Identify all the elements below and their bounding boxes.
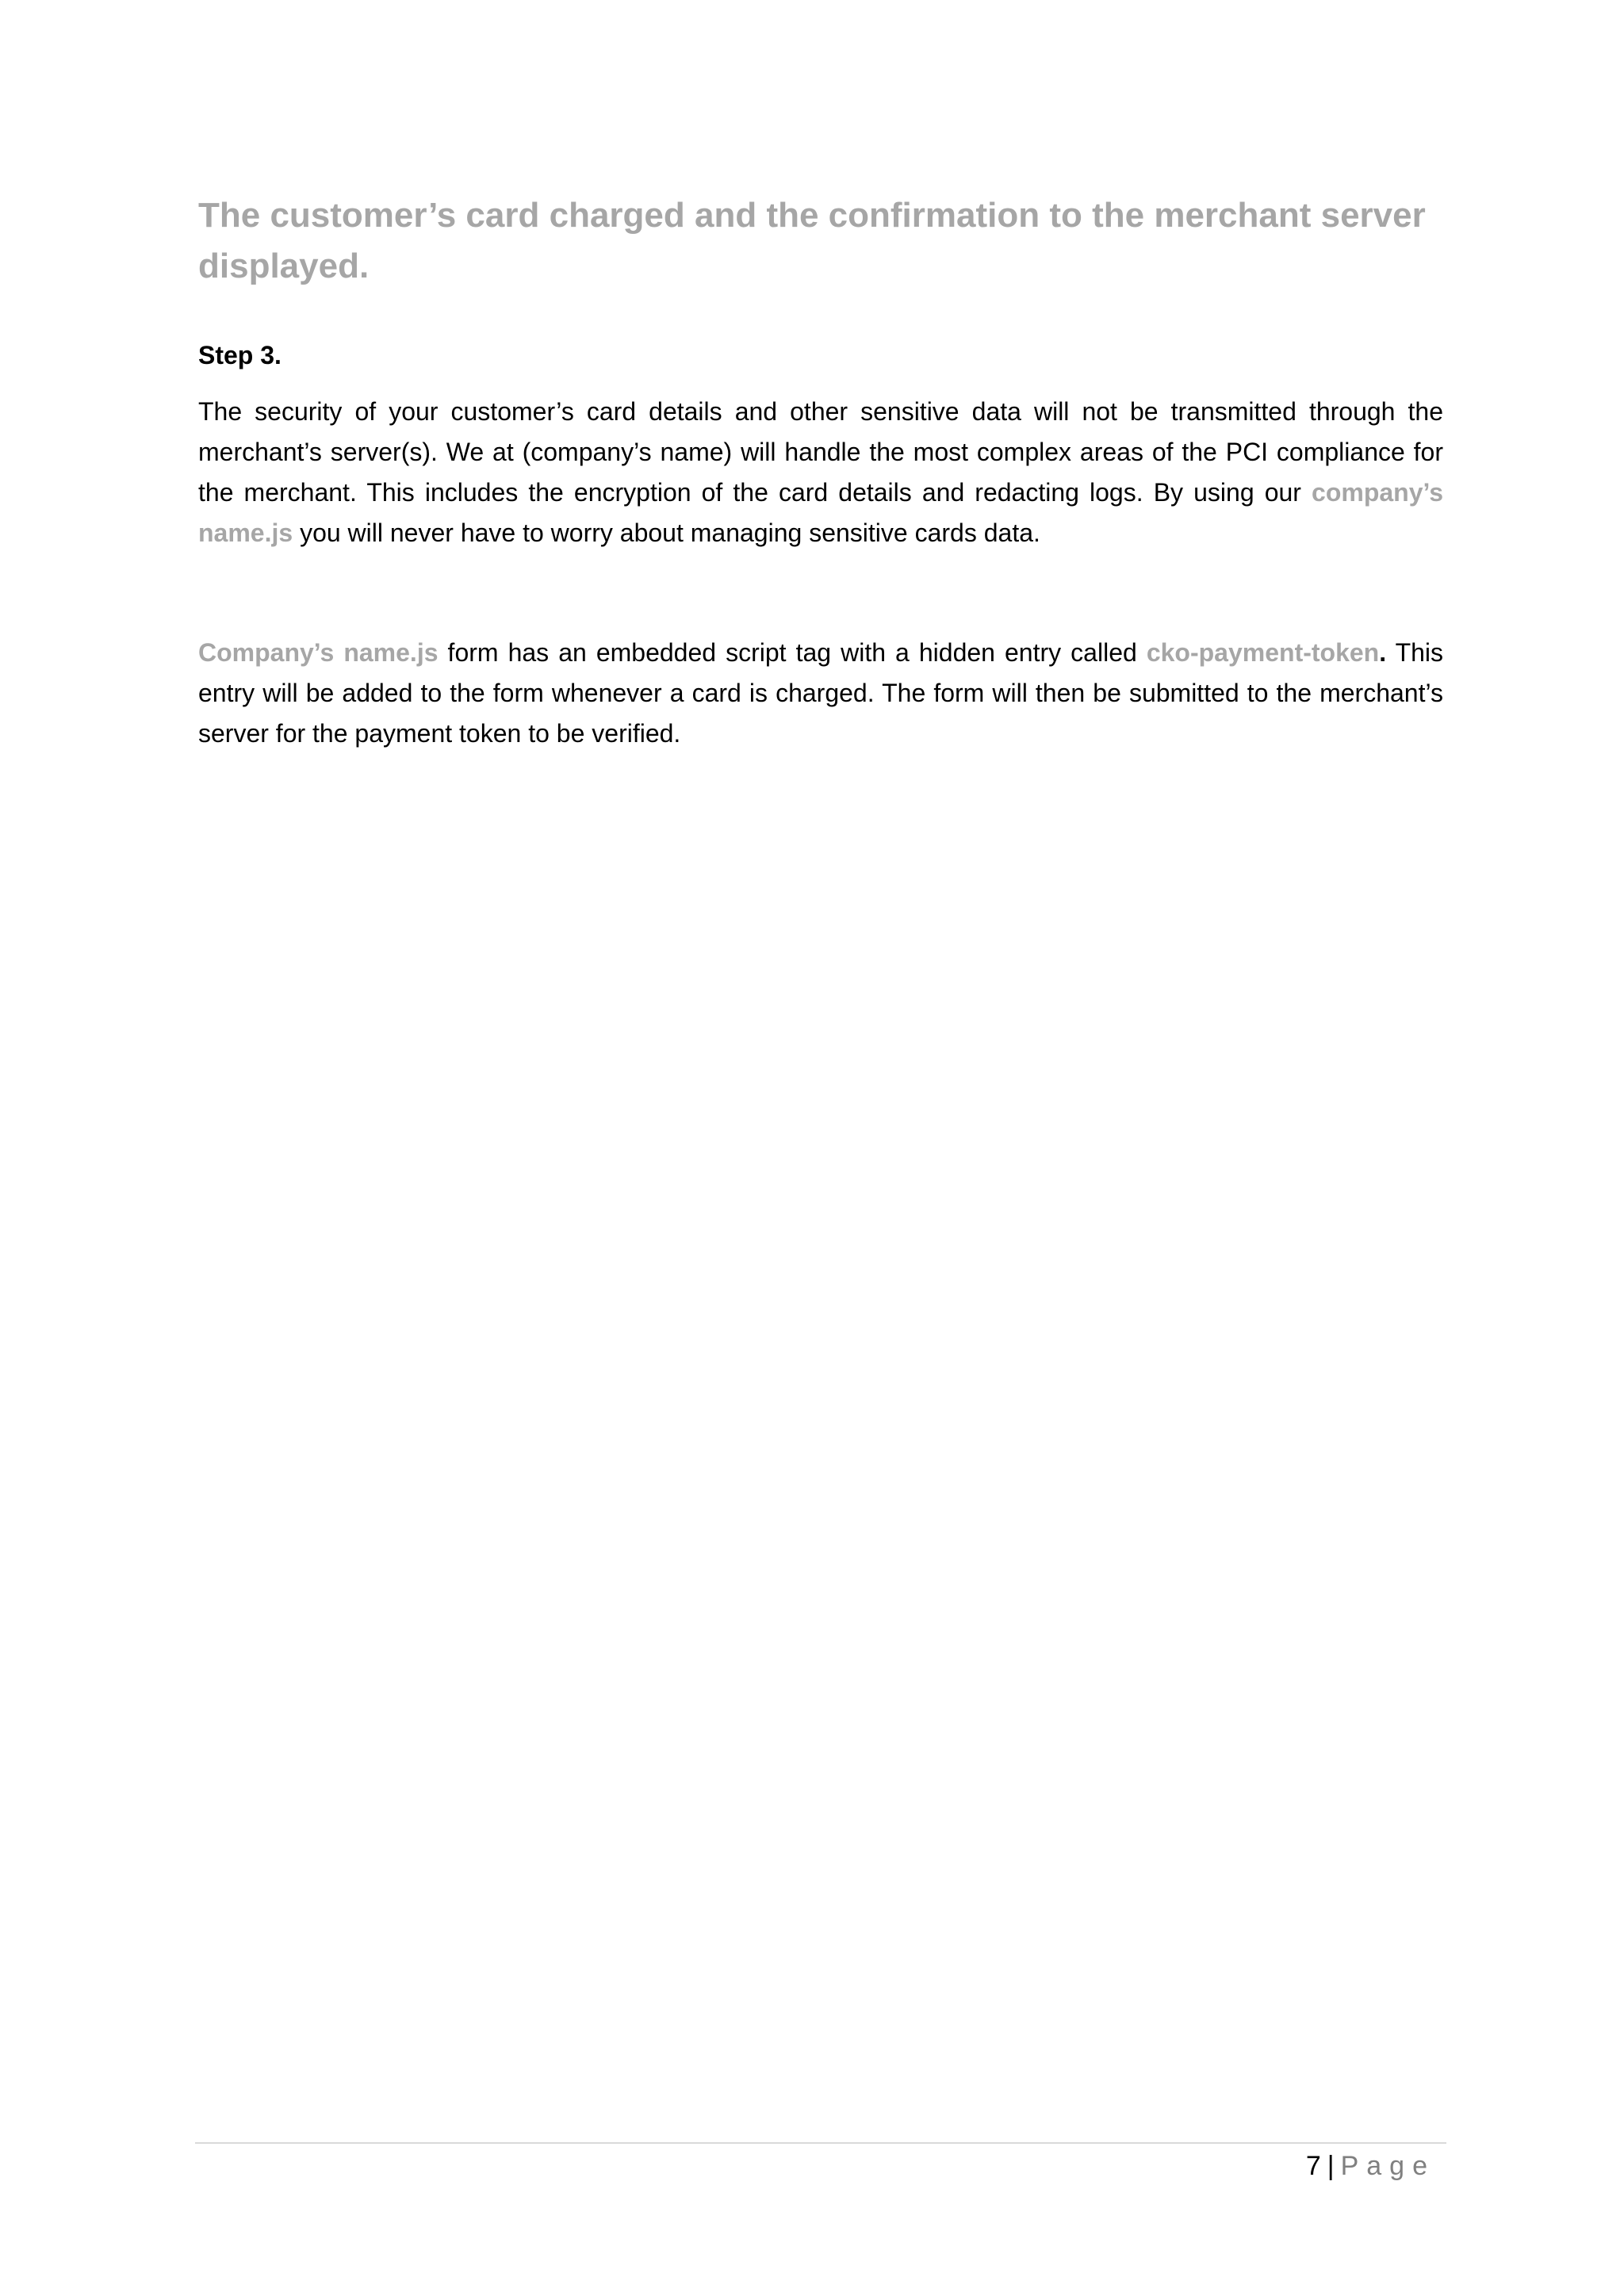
footer-separator: | (1327, 2151, 1335, 2181)
page-content (198, 190, 1443, 754)
company-js-highlight: company’s name.js (198, 478, 1443, 547)
form-paragraph-text-end: This entry will be added to the form whenever a card is charged. The form will then be submitted to the merchant’s server for the payment token to be verified. (198, 638, 1444, 748)
security-paragraph-text-end: you will never have to worry about managing sensitive cards data. (293, 519, 1040, 547)
security-paragraph-text: The security of your customer’s card details and other sensitive data will not be transmitted through the merchant’s server(s). We at (company’s name) will handle the most complex areas of the PCI compliance for the merchant. This includes the encryption of the card details and redacting logs. By using our (198, 397, 1443, 507)
page-footer (1306, 2147, 1435, 2185)
form-paragraph-text: form has an embedded script tag with a hidden entry called (438, 638, 1147, 667)
payment-token-highlight: cko-payment-token (1146, 638, 1380, 667)
page-number: 7 (1305, 2151, 1321, 2181)
sentence-period: . (1379, 638, 1387, 667)
security-paragraph (198, 392, 1443, 553)
page-label: Page (1340, 2151, 1435, 2181)
form-paragraph (198, 633, 1443, 754)
footer-divider (195, 2142, 1446, 2144)
section-heading: The customer’s card charged and the confirmation to the merchant server displayed. (198, 196, 1426, 285)
step-label: Step 3. (198, 341, 282, 369)
company-js-highlight-start: Company’s name.js (198, 638, 439, 667)
